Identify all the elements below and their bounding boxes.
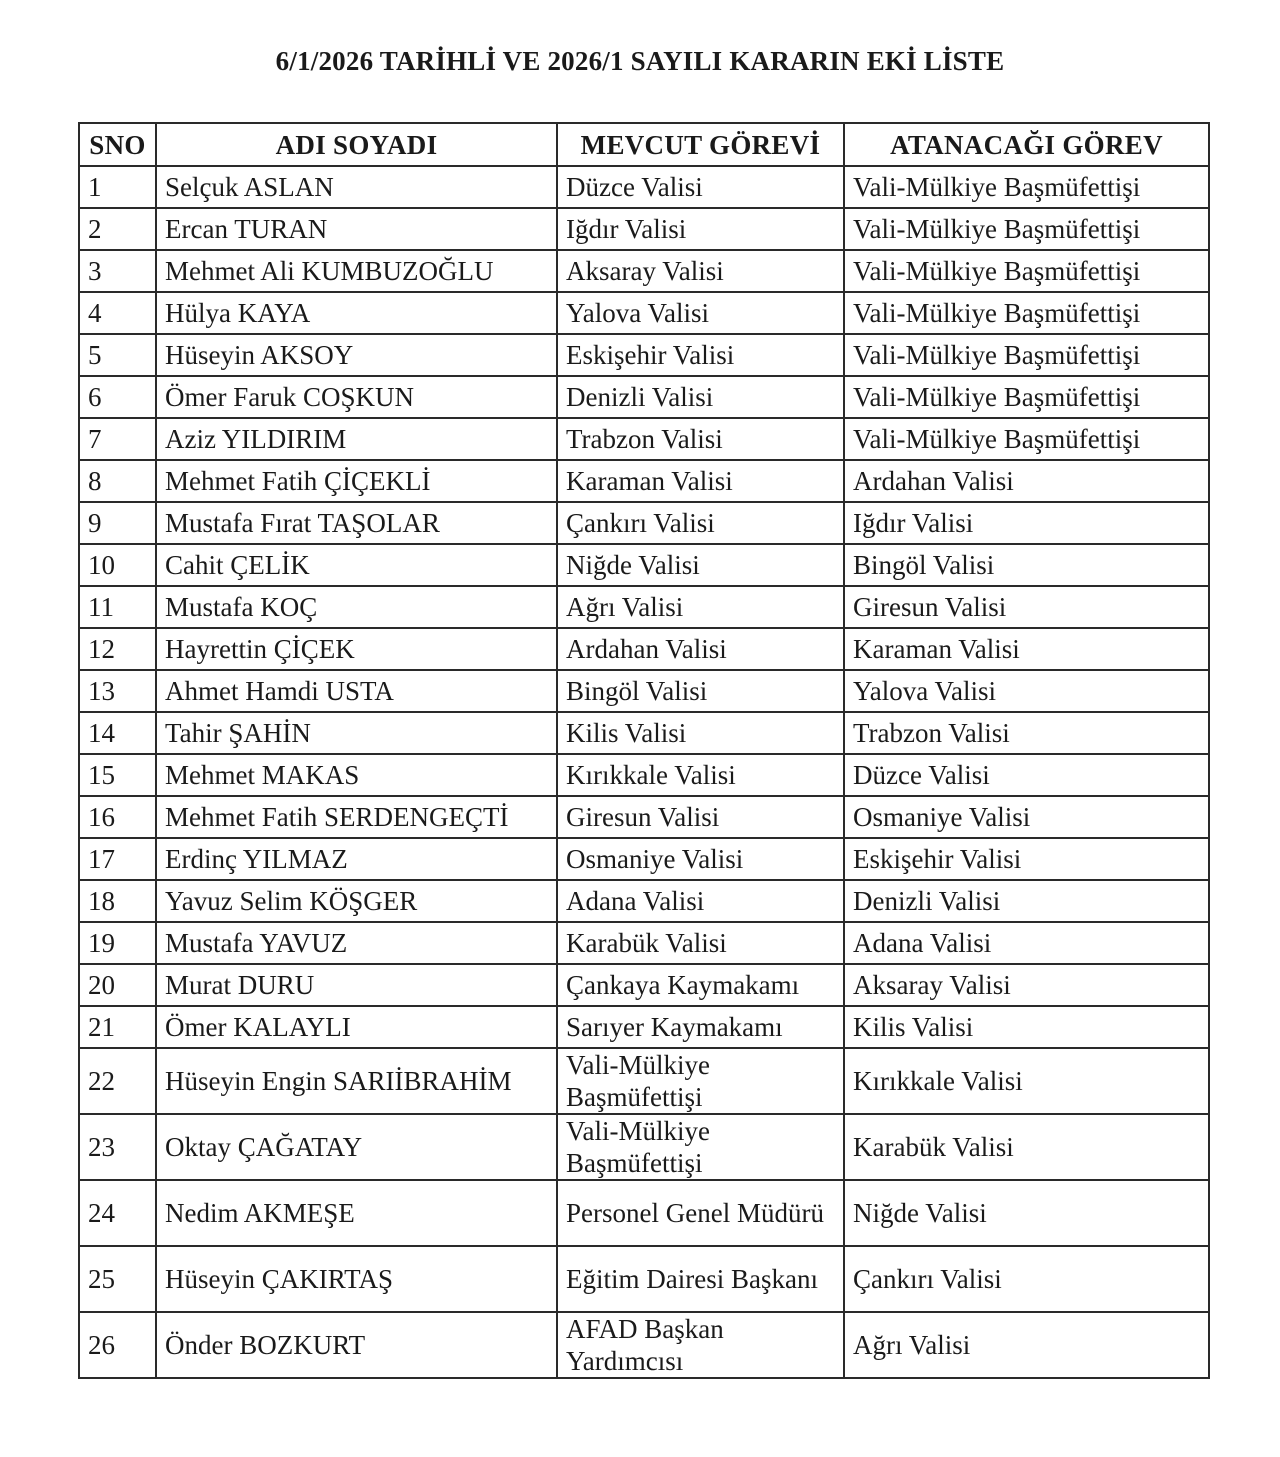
cell-name: Mehmet Fatih SERDENGEÇTİ <box>156 796 557 838</box>
cell-name: Mehmet MAKAS <box>156 754 557 796</box>
table-row <box>79 880 1209 922</box>
table-row <box>79 376 1209 418</box>
cell-name: Cahit ÇELİK <box>156 544 557 586</box>
cell-current-position: Ardahan Valisi <box>557 628 844 670</box>
cell-assigned-position: Kırıkkale Valisi <box>844 1048 1209 1114</box>
cell-assigned-position: Yalova Valisi <box>844 670 1209 712</box>
table-row <box>79 166 1209 208</box>
cell-current-position: Denizli Valisi <box>557 376 844 418</box>
cell-assigned-position: Kilis Valisi <box>844 1006 1209 1048</box>
cell-sno: 21 <box>79 1006 156 1048</box>
cell-current-position: Sarıyer Kaymakamı <box>557 1006 844 1048</box>
cell-sno: 9 <box>79 502 156 544</box>
cell-assigned-position: Eskişehir Valisi <box>844 838 1209 880</box>
cell-assigned-position: Aksaray Valisi <box>844 964 1209 1006</box>
assignment-table <box>78 122 1210 1379</box>
cell-current-position: Yalova Valisi <box>557 292 844 334</box>
cell-assigned-position: Giresun Valisi <box>844 586 1209 628</box>
cell-assigned-position: Ardahan Valisi <box>844 460 1209 502</box>
cell-name: Mustafa YAVUZ <box>156 922 557 964</box>
header-name: ADI SOYADI <box>156 123 557 166</box>
cell-assigned-position: Bingöl Valisi <box>844 544 1209 586</box>
cell-assigned-position: Vali-Mülkiye Başmüfettişi <box>844 292 1209 334</box>
cell-current-position: Adana Valisi <box>557 880 844 922</box>
table-row <box>79 712 1209 754</box>
cell-current-position: Çankırı Valisi <box>557 502 844 544</box>
cell-sno: 15 <box>79 754 156 796</box>
cell-current-position: Giresun Valisi <box>557 796 844 838</box>
cell-name: Aziz YILDIRIM <box>156 418 557 460</box>
table-row <box>79 1180 1209 1246</box>
table-row <box>79 754 1209 796</box>
cell-assigned-position: Karaman Valisi <box>844 628 1209 670</box>
cell-assigned-position: Niğde Valisi <box>844 1180 1209 1246</box>
cell-name: Selçuk ASLAN <box>156 166 557 208</box>
cell-assigned-position: Osmaniye Valisi <box>844 796 1209 838</box>
cell-current-position: Çankaya Kaymakamı <box>557 964 844 1006</box>
cell-assigned-position: Ağrı Valisi <box>844 1312 1209 1378</box>
cell-name: Hüseyin Engin SARIİBRAHİM <box>156 1048 557 1114</box>
cell-sno: 1 <box>79 166 156 208</box>
cell-current-position: Aksaray Valisi <box>557 250 844 292</box>
cell-name: Erdinç YILMAZ <box>156 838 557 880</box>
cell-sno: 18 <box>79 880 156 922</box>
header-sno: SNO <box>79 123 156 166</box>
cell-sno: 22 <box>79 1048 156 1114</box>
cell-assigned-position: Vali-Mülkiye Başmüfettişi <box>844 334 1209 376</box>
cell-assigned-position: Vali-Mülkiye Başmüfettişi <box>844 250 1209 292</box>
cell-current-position: Vali-Mülkiye Başmüfettişi <box>557 1048 844 1114</box>
cell-current-position: Ağrı Valisi <box>557 586 844 628</box>
cell-current-position: Eğitim Dairesi Başkanı <box>557 1246 844 1312</box>
document-title: 6/1/2026 TARİHLİ VE 2026/1 SAYILI KARARIN EKİ LİSTE <box>275 46 1005 76</box>
table-row <box>79 1006 1209 1048</box>
cell-sno: 17 <box>79 838 156 880</box>
cell-name: Mehmet Fatih ÇİÇEKLİ <box>156 460 557 502</box>
cell-sno: 23 <box>79 1114 156 1180</box>
cell-sno: 20 <box>79 964 156 1006</box>
cell-name: Mehmet Ali KUMBUZOĞLU <box>156 250 557 292</box>
table-row <box>79 922 1209 964</box>
cell-sno: 4 <box>79 292 156 334</box>
cell-name: Hayrettin ÇİÇEK <box>156 628 557 670</box>
cell-assigned-position: Düzce Valisi <box>844 754 1209 796</box>
cell-sno: 10 <box>79 544 156 586</box>
cell-current-position: Eskişehir Valisi <box>557 334 844 376</box>
table-row <box>79 586 1209 628</box>
cell-current-position: Bingöl Valisi <box>557 670 844 712</box>
cell-name: Yavuz Selim KÖŞGER <box>156 880 557 922</box>
table-row <box>79 334 1209 376</box>
cell-name: Ahmet Hamdi USTA <box>156 670 557 712</box>
table-row <box>79 964 1209 1006</box>
table-row <box>79 628 1209 670</box>
cell-current-position: Iğdır Valisi <box>557 208 844 250</box>
cell-name: Ömer KALAYLI <box>156 1006 557 1048</box>
table-row <box>79 208 1209 250</box>
table-row <box>79 292 1209 334</box>
cell-sno: 5 <box>79 334 156 376</box>
cell-sno: 24 <box>79 1180 156 1246</box>
cell-name: Hüseyin AKSOY <box>156 334 557 376</box>
cell-sno: 19 <box>79 922 156 964</box>
cell-current-position: Osmaniye Valisi <box>557 838 844 880</box>
cell-sno: 16 <box>79 796 156 838</box>
cell-current-position: Düzce Valisi <box>557 166 844 208</box>
cell-sno: 14 <box>79 712 156 754</box>
cell-sno: 3 <box>79 250 156 292</box>
cell-assigned-position: Vali-Mülkiye Başmüfettişi <box>844 166 1209 208</box>
cell-current-position: Niğde Valisi <box>557 544 844 586</box>
cell-current-position: Kırıkkale Valisi <box>557 754 844 796</box>
table-row <box>79 1048 1209 1114</box>
table-row <box>79 1246 1209 1312</box>
table-row <box>79 418 1209 460</box>
cell-name: Ömer Faruk COŞKUN <box>156 376 557 418</box>
cell-name: Tahir ŞAHİN <box>156 712 557 754</box>
table-row <box>79 460 1209 502</box>
cell-current-position: Vali-Mülkiye Başmüfettişi <box>557 1114 844 1180</box>
cell-sno: 13 <box>79 670 156 712</box>
cell-name: Önder BOZKURT <box>156 1312 557 1378</box>
cell-assigned-position: Çankırı Valisi <box>844 1246 1209 1312</box>
cell-assigned-position: Vali-Mülkiye Başmüfettişi <box>844 208 1209 250</box>
header-assigned-position: ATANACAĞI GÖREV <box>844 123 1209 166</box>
cell-name: Mustafa KOÇ <box>156 586 557 628</box>
cell-current-position: Personel Genel Müdürü <box>557 1180 844 1246</box>
cell-name: Ercan TURAN <box>156 208 557 250</box>
cell-sno: 2 <box>79 208 156 250</box>
cell-sno: 8 <box>79 460 156 502</box>
cell-current-position: Trabzon Valisi <box>557 418 844 460</box>
cell-current-position: Karaman Valisi <box>557 460 844 502</box>
cell-current-position: Karabük Valisi <box>557 922 844 964</box>
cell-sno: 6 <box>79 376 156 418</box>
cell-name: Nedim AKMEŞE <box>156 1180 557 1246</box>
cell-assigned-position: Karabük Valisi <box>844 1114 1209 1180</box>
cell-sno: 12 <box>79 628 156 670</box>
table-row <box>79 544 1209 586</box>
cell-name: Murat DURU <box>156 964 557 1006</box>
cell-assigned-position: Vali-Mülkiye Başmüfettişi <box>844 376 1209 418</box>
cell-current-position: Kilis Valisi <box>557 712 844 754</box>
cell-name: Hüseyin ÇAKIRTAŞ <box>156 1246 557 1312</box>
table-header-row <box>79 123 1209 166</box>
cell-assigned-position: Vali-Mülkiye Başmüfettişi <box>844 418 1209 460</box>
table-row <box>79 1114 1209 1180</box>
header-current-position: MEVCUT GÖREVİ <box>557 123 844 166</box>
cell-name: Mustafa Fırat TAŞOLAR <box>156 502 557 544</box>
cell-current-position: AFAD Başkan Yardımcısı <box>557 1312 844 1378</box>
cell-assigned-position: Adana Valisi <box>844 922 1209 964</box>
table-row <box>79 502 1209 544</box>
cell-assigned-position: Iğdır Valisi <box>844 502 1209 544</box>
cell-sno: 26 <box>79 1312 156 1378</box>
cell-sno: 25 <box>79 1246 156 1312</box>
table-row <box>79 250 1209 292</box>
cell-name: Hülya KAYA <box>156 292 557 334</box>
cell-sno: 11 <box>79 586 156 628</box>
cell-assigned-position: Trabzon Valisi <box>844 712 1209 754</box>
cell-assigned-position: Denizli Valisi <box>844 880 1209 922</box>
table-row <box>79 838 1209 880</box>
table-row <box>79 670 1209 712</box>
table-row <box>79 1312 1209 1378</box>
cell-name: Oktay ÇAĞATAY <box>156 1114 557 1180</box>
table-row <box>79 796 1209 838</box>
cell-sno: 7 <box>79 418 156 460</box>
